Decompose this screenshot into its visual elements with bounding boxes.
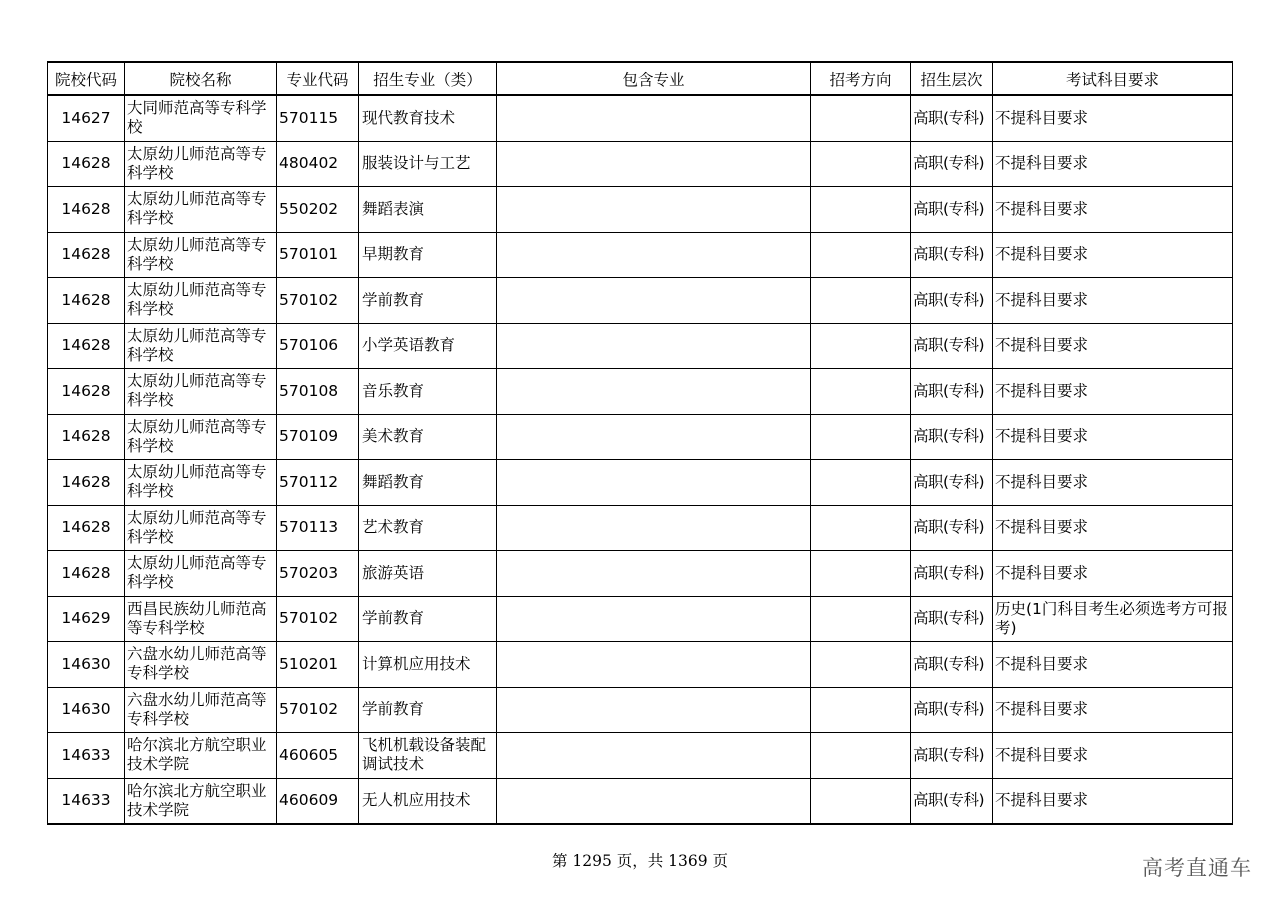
cell-major-code: 570102 — [277, 278, 359, 324]
cell-level: 高职(专科) — [911, 505, 993, 551]
cell-includes — [497, 596, 811, 642]
cell-includes — [497, 551, 811, 597]
table-row — [48, 278, 1233, 324]
table-row — [48, 778, 1233, 824]
table-row — [48, 95, 1233, 141]
cell-school-name: 太原幼儿师范高等专科学校 — [125, 551, 277, 597]
cell-major: 学前教育 — [359, 687, 497, 733]
cell-major-code: 570109 — [277, 414, 359, 460]
cell-includes — [497, 141, 811, 187]
cell-includes — [497, 414, 811, 460]
cell-direction — [811, 460, 911, 506]
cell-major-code: 570108 — [277, 369, 359, 415]
cell-level: 高职(专科) — [911, 733, 993, 779]
cell-level: 高职(专科) — [911, 460, 993, 506]
cell-major: 早期教育 — [359, 232, 497, 278]
cell-school-name: 太原幼儿师范高等专科学校 — [125, 505, 277, 551]
cell-direction — [811, 642, 911, 688]
cell-requirement: 历史(1门科目考生必须选考方可报考) — [993, 596, 1233, 642]
cell-includes — [497, 187, 811, 233]
cell-school-code: 14628 — [48, 187, 125, 233]
cell-requirement: 不提科目要求 — [993, 414, 1233, 460]
cell-school-name: 西昌民族幼儿师范高等专科学校 — [125, 596, 277, 642]
cell-major: 飞机机载设备装配调试技术 — [359, 733, 497, 779]
cell-level: 高职(专科) — [911, 778, 993, 824]
table-body — [48, 95, 1233, 824]
table-row — [48, 733, 1233, 779]
cell-requirement: 不提科目要求 — [993, 687, 1233, 733]
cell-major-code: 570113 — [277, 505, 359, 551]
cell-major-code: 570102 — [277, 596, 359, 642]
cell-school-code: 14630 — [48, 687, 125, 733]
table-row — [48, 642, 1233, 688]
cell-school-name: 太原幼儿师范高等专科学校 — [125, 141, 277, 187]
cell-requirement: 不提科目要求 — [993, 778, 1233, 824]
cell-requirement: 不提科目要求 — [993, 232, 1233, 278]
cell-direction — [811, 232, 911, 278]
cell-school-code: 14628 — [48, 369, 125, 415]
cell-major: 旅游英语 — [359, 551, 497, 597]
cell-includes — [497, 278, 811, 324]
cell-major: 音乐教育 — [359, 369, 497, 415]
table-row — [48, 687, 1233, 733]
cell-school-name: 太原幼儿师范高等专科学校 — [125, 460, 277, 506]
cell-includes — [497, 95, 811, 141]
cell-major-code: 570102 — [277, 687, 359, 733]
header-major-code: 专业代码 — [277, 62, 359, 95]
cell-school-name: 大同师范高等专科学校 — [125, 95, 277, 141]
header-row — [48, 62, 1233, 95]
cell-school-code: 14628 — [48, 278, 125, 324]
cell-school-code: 14630 — [48, 642, 125, 688]
cell-level: 高职(专科) — [911, 551, 993, 597]
cell-level: 高职(专科) — [911, 414, 993, 460]
table-row — [48, 187, 1233, 233]
cell-direction — [811, 551, 911, 597]
cell-school-name: 太原幼儿师范高等专科学校 — [125, 414, 277, 460]
cell-direction — [811, 505, 911, 551]
cell-major: 小学英语教育 — [359, 323, 497, 369]
cell-direction — [811, 596, 911, 642]
cell-level: 高职(专科) — [911, 141, 993, 187]
header-includes: 包含专业 — [497, 62, 811, 95]
cell-major-code: 480402 — [277, 141, 359, 187]
cell-school-code: 14628 — [48, 505, 125, 551]
table-row — [48, 551, 1233, 597]
cell-major: 无人机应用技术 — [359, 778, 497, 824]
cell-includes — [497, 778, 811, 824]
cell-level: 高职(专科) — [911, 687, 993, 733]
cell-level: 高职(专科) — [911, 232, 993, 278]
cell-major: 学前教育 — [359, 596, 497, 642]
table-row — [48, 414, 1233, 460]
cell-direction — [811, 733, 911, 779]
header-school-code: 院校代码 — [48, 62, 125, 95]
cell-school-code: 14628 — [48, 323, 125, 369]
cell-includes — [497, 460, 811, 506]
header-level: 招生层次 — [911, 62, 993, 95]
cell-major-code: 460605 — [277, 733, 359, 779]
cell-includes — [497, 505, 811, 551]
cell-includes — [497, 232, 811, 278]
cell-level: 高职(专科) — [911, 95, 993, 141]
cell-requirement: 不提科目要求 — [993, 505, 1233, 551]
cell-includes — [497, 323, 811, 369]
cell-school-name: 太原幼儿师范高等专科学校 — [125, 187, 277, 233]
cell-requirement: 不提科目要求 — [993, 460, 1233, 506]
table-row — [48, 596, 1233, 642]
cell-school-code: 14628 — [48, 551, 125, 597]
cell-includes — [497, 642, 811, 688]
cell-direction — [811, 369, 911, 415]
cell-major: 计算机应用技术 — [359, 642, 497, 688]
cell-level: 高职(专科) — [911, 642, 993, 688]
cell-major-code: 570112 — [277, 460, 359, 506]
cell-requirement: 不提科目要求 — [993, 187, 1233, 233]
cell-direction — [811, 187, 911, 233]
watermark: 高考直通车 — [1142, 856, 1252, 880]
cell-direction — [811, 278, 911, 324]
table-row — [48, 460, 1233, 506]
cell-school-code: 14633 — [48, 778, 125, 824]
cell-includes — [497, 687, 811, 733]
cell-school-name: 哈尔滨北方航空职业技术学院 — [125, 778, 277, 824]
cell-major-code: 550202 — [277, 187, 359, 233]
cell-requirement: 不提科目要求 — [993, 278, 1233, 324]
cell-major: 现代教育技术 — [359, 95, 497, 141]
cell-direction — [811, 687, 911, 733]
cell-school-code: 14628 — [48, 414, 125, 460]
cell-level: 高职(专科) — [911, 596, 993, 642]
table-row — [48, 232, 1233, 278]
header-requirement: 考试科目要求 — [993, 62, 1233, 95]
cell-school-name: 太原幼儿师范高等专科学校 — [125, 232, 277, 278]
header-school-name: 院校名称 — [125, 62, 277, 95]
cell-school-code: 14628 — [48, 232, 125, 278]
cell-school-name: 哈尔滨北方航空职业技术学院 — [125, 733, 277, 779]
cell-requirement: 不提科目要求 — [993, 369, 1233, 415]
cell-requirement: 不提科目要求 — [993, 642, 1233, 688]
cell-level: 高职(专科) — [911, 278, 993, 324]
page-number: 第 1295 页，共 1369 页 — [551, 852, 729, 870]
cell-direction — [811, 95, 911, 141]
cell-includes — [497, 733, 811, 779]
cell-direction — [811, 778, 911, 824]
cell-major: 舞蹈教育 — [359, 460, 497, 506]
cell-major-code: 570115 — [277, 95, 359, 141]
cell-direction — [811, 323, 911, 369]
cell-requirement: 不提科目要求 — [993, 733, 1233, 779]
cell-major-code: 510201 — [277, 642, 359, 688]
cell-major: 艺术教育 — [359, 505, 497, 551]
cell-includes — [497, 369, 811, 415]
cell-major-code: 570106 — [277, 323, 359, 369]
cell-school-name: 太原幼儿师范高等专科学校 — [125, 278, 277, 324]
cell-school-code: 14628 — [48, 460, 125, 506]
cell-direction — [811, 141, 911, 187]
cell-level: 高职(专科) — [911, 369, 993, 415]
table-row — [48, 369, 1233, 415]
cell-school-code: 14633 — [48, 733, 125, 779]
cell-major-code: 570101 — [277, 232, 359, 278]
cell-requirement: 不提科目要求 — [993, 141, 1233, 187]
cell-school-code: 14628 — [48, 141, 125, 187]
admissions-table — [47, 61, 1233, 825]
cell-level: 高职(专科) — [911, 323, 993, 369]
cell-school-name: 六盘水幼儿师范高等专科学校 — [125, 642, 277, 688]
table-row — [48, 505, 1233, 551]
cell-level: 高职(专科) — [911, 187, 993, 233]
cell-requirement: 不提科目要求 — [993, 95, 1233, 141]
table-row — [48, 141, 1233, 187]
cell-requirement: 不提科目要求 — [993, 551, 1233, 597]
cell-school-code: 14627 — [48, 95, 125, 141]
cell-school-name: 六盘水幼儿师范高等专科学校 — [125, 687, 277, 733]
cell-requirement: 不提科目要求 — [993, 323, 1233, 369]
cell-major-code: 570203 — [277, 551, 359, 597]
header-direction: 招考方向 — [811, 62, 911, 95]
cell-school-name: 太原幼儿师范高等专科学校 — [125, 323, 277, 369]
cell-major: 服装设计与工艺 — [359, 141, 497, 187]
cell-major: 舞蹈表演 — [359, 187, 497, 233]
cell-major: 美术教育 — [359, 414, 497, 460]
cell-school-code: 14629 — [48, 596, 125, 642]
cell-major: 学前教育 — [359, 278, 497, 324]
cell-major-code: 460609 — [277, 778, 359, 824]
cell-direction — [811, 414, 911, 460]
cell-school-name: 太原幼儿师范高等专科学校 — [125, 369, 277, 415]
header-major: 招生专业（类） — [359, 62, 497, 95]
table-row — [48, 323, 1233, 369]
